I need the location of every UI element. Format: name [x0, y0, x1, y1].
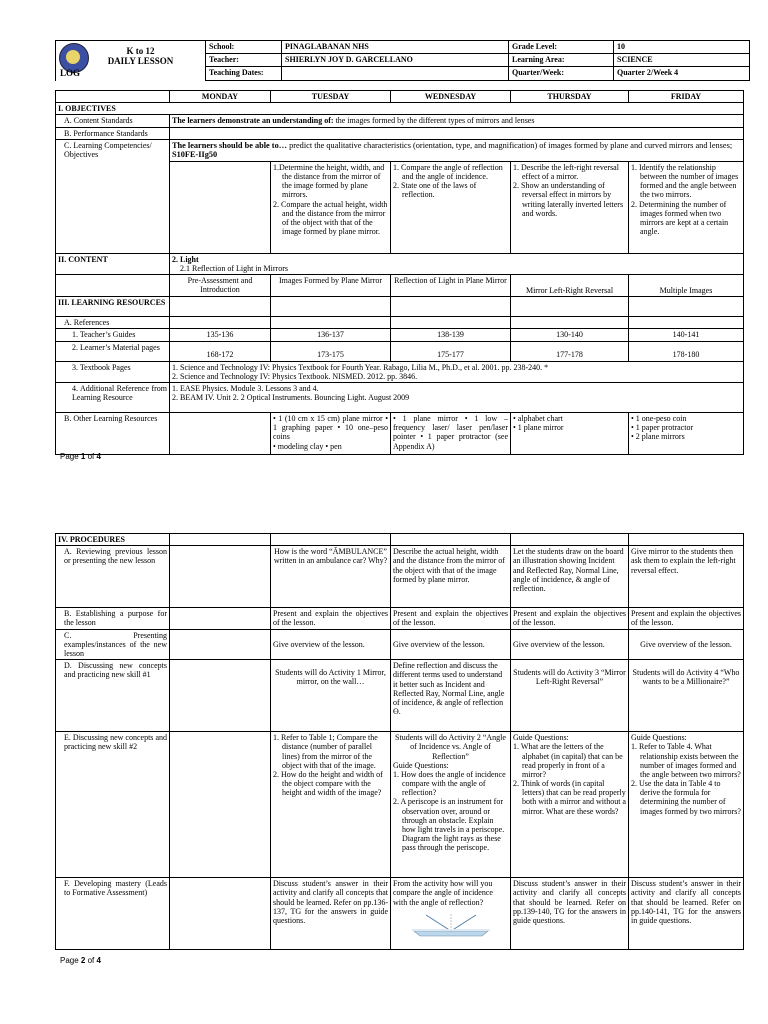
competency-lead: The learners should be able to…: [172, 140, 288, 150]
procedures-heading: IV. PROCEDURES: [56, 534, 170, 546]
references-blank-thu: [511, 317, 629, 329]
proc-d-friday: Students will do Activity 4 “Who wants to be a Millionaire?”: [629, 660, 744, 732]
textbook-ref-1: 1. Science and Technology IV: Physics Textbook for Fourth Year. Rabago, Lilia M., Ph.D., et al. 2001. pp. 238-240. *: [172, 362, 549, 372]
objective-item-thursday: 2. Show an understanding of reversal effect in mirrors by writing laterally inverted letters and words.: [513, 181, 624, 218]
teachers-guide-wednesday: 138-139: [391, 329, 511, 341]
quarter-week-label: Quarter/Week:: [509, 67, 614, 81]
procedures-table: [55, 533, 744, 950]
school-value: PINAGLABANAN NHS: [282, 41, 509, 54]
page1-prefix: Page: [60, 452, 81, 461]
title-line-2: DAILY LESSON: [107, 56, 174, 67]
learning-area-label: Learning Area:: [509, 54, 614, 67]
objectives-heading: I. OBJECTIVES: [56, 103, 744, 115]
proc-e-label: E. Discussing new concepts and practicing new skill #2: [56, 732, 170, 878]
proc-head-blank-mon: [170, 534, 271, 546]
page1-mid: of: [85, 452, 97, 461]
resources-blank-wed: [391, 297, 511, 317]
proc-f-thursday: Discuss student’s answer in their activity and clarify all concepts that should be learned. Refer on pp.139-140, TG for the answers in guide questions.: [511, 878, 629, 950]
e-item-tuesday: 1. Refer to Table 1; Compare the distance (number of parallel lines) from the mirror of the object with that of the image.: [273, 733, 378, 770]
other-friday-line-1: • 1 one-peso coin: [631, 413, 687, 423]
objectives-monday: [170, 161, 271, 253]
teacher-label: Teacher:: [206, 54, 282, 67]
content-tuesday: Images Formed by Plane Mirror: [271, 275, 391, 297]
school-label: School:: [206, 41, 282, 54]
proc-f-friday: Discuss student’s answer in their activity and clarify all concepts that should be learned. Refer on pp.140-141, TG for the answers in guide questions.: [629, 878, 744, 950]
objective-item-tuesday: 2. Compare the actual height, width and the distance from the mirror of the object with that of the image formed by plane mirror.: [273, 199, 388, 237]
grade-level-label: Grade Level:: [509, 41, 614, 54]
additional-ref-1: 1. EASE Physics. Module 3. Lessons 3 and 4.: [172, 383, 319, 393]
e-wednesday-head: Students will do Activity 2 “Angle of Incidence vs. Angle of Reflection”: [395, 733, 506, 761]
proc-head-blank-thu: [511, 534, 629, 546]
f-wednesday-text: From the activity how will you compare the angle of incidence with the angle of reflection?: [393, 879, 493, 907]
resources-blank-thu: [511, 297, 629, 317]
content-standards-label: A. Content Standards: [56, 115, 170, 127]
other-thursday-line-1: • alphabet chart: [513, 413, 563, 423]
content-standards-lead: The learners demonstrate an understanding of:: [172, 116, 334, 126]
proc-a-friday: Give mirror to the students then ask them to explain the left-right reversal effect.: [629, 546, 744, 608]
proc-head-blank-wed: [391, 534, 511, 546]
resources-blank-tue: [271, 297, 391, 317]
content-heading: II. CONTENT: [56, 253, 170, 274]
content-wednesday: Reflection of Light in Plane Mirror: [391, 275, 511, 297]
teachers-guide-tuesday: 136-137: [271, 329, 391, 341]
page2-num: 2: [80, 956, 86, 965]
objectives-friday: [629, 161, 744, 253]
content-subtopic: 2.1 Reflection of Light in Mirrors: [180, 264, 288, 273]
teachers-guide-friday: 140-141: [629, 329, 744, 341]
e-item-friday: 1. Refer to Table 4. What relationship exists between the number of images formed and the angle between two mirrors?: [631, 742, 741, 779]
proc-b-label: B. Establishing a purpose for the lesson: [56, 608, 170, 629]
textbook-label: 3. Textbook Pages: [56, 361, 170, 382]
resources-blank-fri: [629, 297, 744, 317]
textbook-value: [170, 361, 744, 382]
references-blank-fri: [629, 317, 744, 329]
objective-item-wednesday: 1. Compare the angle of reflection and the angle of incidence.: [393, 162, 503, 181]
page-number-2: [60, 956, 101, 965]
objective-item-wednesday: 2. State one of the laws of reflection.: [393, 181, 477, 200]
textbook-ref-2: 2. Science and Technology IV: Physics Textbook. NISMED. 2012. pp. 3846.: [172, 371, 418, 381]
e-item-wednesday: 1. How does the angle of incidence compare with the angle of reflection?: [393, 769, 506, 798]
references-blank-tue: [271, 317, 391, 329]
objectives-table: [55, 90, 744, 455]
performance-standards-label: B. Performance Standards: [56, 127, 170, 139]
other-friday-line-3: • 2 plane mirrors: [631, 432, 685, 442]
content-daily-blank: [56, 275, 170, 297]
proc-f-tuesday: Discuss student’s answer in their activity and clarify all concepts that should be learned. Refer on pp.136-137, TG for the answers in guide questions.: [271, 878, 391, 950]
additional-ref-2: 2. BEAM IV. Unit 2. 2 Optical Instruments. Bouncing Light. August 2009: [172, 393, 410, 403]
proc-a-monday: [170, 546, 271, 608]
e-item-thursday: 1. What are the letters of the alphabet (in capital) that can be read properly in front of a mirror?: [513, 742, 623, 779]
proc-head-blank-fri: [629, 534, 744, 546]
proc-b-friday: Present and explain the objectives of the lesson.: [629, 608, 744, 629]
day-header-tuesday: TUESDAY: [271, 91, 391, 103]
other-resources-label: B. Other Learning Resources: [56, 412, 170, 454]
other-resources-wednesday: • 1 plane mirror • 1 low – frequency laser/ laser pen/laser pointer • 1 paper protractor (see Appendix A): [391, 412, 511, 454]
page2-mid: of: [85, 956, 97, 965]
proc-a-label: A. Reviewing previous lesson or presenting the new lesson: [56, 546, 170, 608]
day-header-wednesday: WEDNESDAY: [391, 91, 511, 103]
e-thursday-gq: Guide Questions:: [513, 733, 569, 743]
proc-b-thursday: Present and explain the objectives of the lesson.: [511, 608, 629, 629]
proc-c-monday: [170, 629, 271, 660]
proc-c-wednesday: Give overview of the lesson.: [391, 629, 511, 660]
proc-a-wednesday: Describe the actual height, width and the distance from the mirror of the object with that of the image formed by plane mirror.: [391, 546, 511, 608]
day-header-friday: FRIDAY: [629, 91, 744, 103]
content-friday: Multiple Images: [629, 275, 744, 297]
content-monday: Pre-Assessment and Introduction: [170, 275, 271, 297]
learners-material-wednesday: 175-177: [391, 341, 511, 361]
proc-c-label: C. Presenting examples/instances of the new lesson: [56, 629, 170, 660]
competency-value: [170, 139, 744, 161]
proc-d-label: D. Discussing new concepts and practicing new skill #1: [56, 660, 170, 732]
reflection-diagram-icon: [406, 911, 496, 937]
grade-level-value: 10: [614, 41, 750, 54]
proc-head-blank-tue: [271, 534, 391, 546]
e-item-thursday: 2. Think of words (in capital letters) that can be read properly both with a mirror and without a mirror. What are these words?: [513, 779, 626, 816]
proc-d-monday: [170, 660, 271, 732]
objective-item-tuesday: 1.Determine the height, width, and the distance from the mirror of the image formed by plane mirrors.: [273, 162, 385, 200]
proc-f-monday: [170, 878, 271, 950]
teaching-dates-label: Teaching Dates:: [206, 67, 282, 81]
proc-e-thursday: [511, 732, 629, 878]
page-number-1: [60, 452, 101, 461]
e-item-friday: 2. Use the data in Table 4 to derive the formula for determining the number of images formed by two mirrors?: [631, 779, 741, 816]
title-line-1: K to 12: [126, 46, 155, 56]
objectives-tuesday: [271, 161, 391, 253]
proc-d-tuesday: Students will do Activity 1 Mirror, mirror, on the wall…: [271, 660, 391, 732]
proc-e-tuesday: [271, 732, 391, 878]
day-header-blank: [56, 91, 170, 103]
other-thursday-line-2: • 1 plane mirror: [513, 423, 564, 433]
objectives-wednesday: [391, 161, 511, 253]
resources-heading: III. LEARNING RESOURCES: [56, 297, 170, 317]
proc-e-wednesday: [391, 732, 511, 878]
page2-prefix: Page: [60, 956, 81, 965]
proc-b-wednesday: Present and explain the objectives of the lesson.: [391, 608, 511, 629]
references-label: A. References: [56, 317, 170, 329]
resources-blank-mon: [170, 297, 271, 317]
learners-material-tuesday: 173-175: [271, 341, 391, 361]
proc-e-monday: [170, 732, 271, 878]
proc-e-friday: [629, 732, 744, 878]
competency-code: S10FE-IIg50: [172, 150, 218, 160]
e-item-tuesday: 2. How do the height and width of the object compare with the height and width of the image?: [273, 769, 383, 798]
other-tuesday-line-2: • modeling clay • pen: [273, 441, 342, 451]
objective-item-friday: 1. Identify the relationship between the number of images formed and the angle between the two mirrors.: [631, 162, 739, 200]
e-friday-gq: Guide Questions:: [631, 733, 687, 743]
proc-b-tuesday: Present and explain the objectives of the lesson.: [271, 608, 391, 629]
proc-c-friday: Give overview of the lesson.: [629, 629, 744, 660]
learners-material-friday: 178-180: [629, 341, 744, 361]
teachers-guide-label: 1. Teacher’s Guides: [56, 329, 170, 341]
objective-item-friday: 2. Determining the number of images formed when two mirrors are kept at a certain angle.: [631, 199, 729, 237]
proc-f-wednesday: [391, 878, 511, 950]
objective-item-thursday: 1. Describe the left-right reversal effect of a mirror.: [513, 162, 619, 181]
page1-num: 1: [80, 452, 86, 461]
teacher-value: SHIERLYN JOY D. GARCELLANO: [282, 54, 509, 67]
other-resources-friday: [629, 412, 744, 454]
objectives-thursday: [511, 161, 629, 253]
proc-d-wednesday: Define reflection and discuss the different terms used to understand it better such as Incident and Reflected Ray, Normal Line, angle of incidence, & angle of reflection Ө.: [391, 660, 511, 732]
day-header-monday: MONDAY: [170, 91, 271, 103]
e-wednesday-gq: Guide Questions:: [393, 760, 449, 770]
e-item-wednesday: 2. A periscope is an instrument for observation over, around or through an obstacle. Explain how light travels in a periscope. Diagram the light rays as these pass through the periscope.: [393, 797, 505, 853]
content-topic-title: 2. Light: [172, 254, 199, 264]
day-header-thursday: THURSDAY: [511, 91, 629, 103]
proc-a-thursday: Let the students draw on the board an illustration showing Incident and Reflected Ray, Normal Line, angle of incidence, & angle of reflection.: [511, 546, 629, 608]
references-blank-mon: [170, 317, 271, 329]
competency-text: predict the qualitative characteristics (orientation, type, and magnification) of images formed by plane and curved mirrors and lenses;: [287, 140, 733, 150]
header-table: [55, 40, 750, 81]
other-tuesday-line-1: • 1 (10 cm x 15 cm) plane mirror • 1 graphing paper • 10 one–peso coins: [273, 413, 388, 442]
learners-material-thursday: 177-178: [511, 341, 629, 361]
content-standards-value: [170, 115, 744, 127]
competency-label: C. Learning Competencies/ Objectives: [56, 139, 170, 253]
other-friday-line-2: • 1 paper protractor: [631, 423, 694, 433]
proc-c-tuesday: Give overview of the lesson.: [271, 629, 391, 660]
teachers-guide-monday: 135-136: [170, 329, 271, 341]
quarter-week-value: Quarter 2/Week 4: [614, 67, 750, 81]
proc-d-thursday: Students will do Activity 3 “Mirror Left-Right Reversal”: [511, 660, 629, 732]
teaching-dates-value: [282, 67, 509, 81]
additional-reference-value: [170, 382, 744, 412]
page1-total: 4: [96, 452, 101, 461]
content-topic: [170, 253, 744, 274]
proc-f-label: F. Developing mastery (Leads to Formative Assessment): [56, 878, 170, 950]
teachers-guide-thursday: 130-140: [511, 329, 629, 341]
learners-material-label: 2. Learner’s Material pages: [56, 341, 170, 361]
proc-b-monday: [170, 608, 271, 629]
other-resources-thursday: [511, 412, 629, 454]
additional-reference-label: 4. Additional Reference from Learning Resource: [56, 382, 170, 412]
references-blank-wed: [391, 317, 511, 329]
performance-standards-value: [170, 127, 744, 139]
other-resources-monday: [170, 412, 271, 454]
proc-c-thursday: Give overview of the lesson.: [511, 629, 629, 660]
learning-area-value: SCIENCE: [614, 54, 750, 67]
other-resources-tuesday: [271, 412, 391, 454]
proc-a-tuesday: How is the word “ĀMBULANCE” written in an ambulance car? Why?: [271, 546, 391, 608]
page2-total: 4: [96, 956, 101, 965]
title-line-3: LOG: [60, 68, 81, 78]
content-standards-text: the images formed by the different types of mirrors and lenses: [333, 116, 535, 126]
content-thursday: Mirror Left-Right Reversal: [511, 275, 629, 297]
learners-material-monday: 168-172: [170, 341, 271, 361]
